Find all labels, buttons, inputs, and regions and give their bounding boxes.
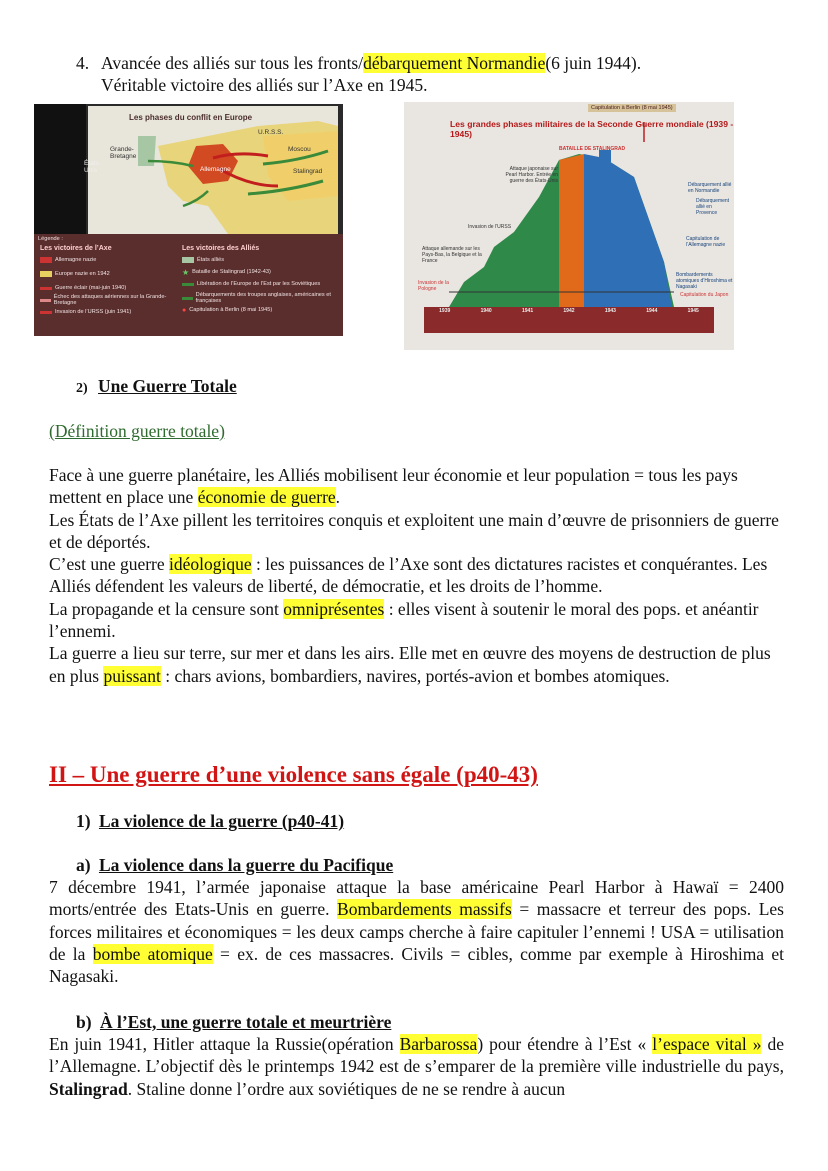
map-label-usa: États-Unis (84, 160, 101, 174)
legend-allies-item: Débarquements des troupes anglaises, américaines et françaises (195, 292, 331, 304)
paragraph-east: En juin 1941, Hitler attaque la Russie(opération Barbarossa) pour étendre à l’Est « l’espace vital » de l’Allemagne. L’objectif dès le printemps 1942 est de s’emparer de la première ville industrielle du pays, Stalingrad. Staline donne l’ordre aux soviétiques de ne se rendre à aucun (49, 1034, 784, 1099)
highlight-ideologique: idéologique (169, 554, 252, 575)
legend-axis-item: Invasion de l’URSS (juin 1941) (55, 309, 132, 315)
legend-title: Légende : (38, 236, 63, 242)
chart-year-axis (424, 308, 714, 314)
item4-text: Avancée des alliés sur tous les fronts/ (101, 53, 364, 73)
ann-capitulation: Capitulation de l’Allemagne nazie (686, 236, 726, 248)
highlight-bombe-atomique: bombe atomique (92, 943, 213, 964)
paragraph-economy: Face à une guerre planétaire, les Alliés mobilisent leur économie et leur population = tous les pays mettent en place une économie de guerre. (49, 465, 738, 508)
section-title: Une Guerre Totale (98, 376, 237, 396)
section-number: 2) (76, 381, 88, 396)
subsection-heading (76, 810, 344, 832)
item4-date: (6 juin 1944). (545, 53, 642, 73)
year-tick: 1940 (480, 308, 492, 314)
section-heading (76, 375, 237, 400)
subsection-a-label: a) (76, 855, 91, 875)
item4-line2: Véritable victoire des alliés sur l’Axe en 1945. (101, 75, 428, 95)
definition-link: (Définition guerre totale) (49, 421, 225, 441)
war-phases-chart-photo (404, 102, 734, 350)
legend-allies-item: Libération de l’Europe de l’Est par les Soviétiques (197, 281, 321, 287)
paragraph-ideology: C’est une guerre idéologique : les puissances de l’Axe sont des dictatures racistes et conquérantes. Les Alliés défendent les valeurs de liberté, de démocratie, et les droits de l’homme. (49, 554, 768, 597)
highlight-bombardements: Bombardements massifs (337, 899, 512, 920)
paragraph-destruction: La guerre a lieu sur terre, sur mer et dans les airs. Elle met en œuvre des moyens de destruction de plus en plus puissant : chars avions, bombardiers, navires, portés-avion et bombes atomiques. (49, 643, 771, 686)
ann-normandie: Débarquement allié en Normandie (688, 182, 732, 194)
ann-bombardements: Bombardements atomiques d’Hiroshima et Nagasaki (676, 272, 733, 290)
legend-allies-item: Bataille de Stalingrad (1942-43) (192, 269, 271, 275)
ann-pearl: Attaque japonaise sur Pearl Harbor. Entrée en guerre des États-Unis (505, 166, 558, 184)
legend-allies-item: Capitulation à Berlin (8 mai 1945) (189, 307, 273, 313)
ann-stalingrad: BATAILLE DE STALINGRAD (559, 146, 626, 152)
map-label-urss: U.R.S.S. (258, 129, 284, 136)
year-tick: 1939 (439, 308, 451, 314)
paragraph-propaganda: La propagande et la censure sont omniprésentes : elles visent à soutenir le moral des pops. et anéantir l’ennemi. (49, 598, 759, 642)
highlight-economie: économie de guerre (197, 487, 336, 508)
subsection-number: 1) (76, 811, 91, 831)
subsection-title: La violence de la guerre (p40-41) (98, 811, 345, 831)
highlight-puissant: puissant (103, 665, 161, 686)
list-item-4 (76, 52, 816, 74)
map-label-stalingrad: Stalingrad (293, 168, 323, 175)
subsection-b-heading (76, 1011, 391, 1033)
highlight-barbarossa: Barbarossa (399, 1034, 478, 1054)
legend-axis-item: Allemagne nazie (55, 257, 97, 263)
year-tick: 1941 (521, 308, 534, 314)
year-tick: 1945 (687, 308, 699, 314)
map-title: Les phases du conflit en Europe (129, 113, 253, 122)
legend-allies-head: Les victoires des Alliés (182, 245, 260, 252)
list-number: 4. (76, 53, 90, 73)
subsection-b-label: b) (76, 1012, 92, 1032)
subsection-a-title: La violence dans la guerre du Pacifique (98, 855, 394, 875)
ann-pays-bas: Attaque allemande sur les Pays-Bas, la Belgique et la France (422, 246, 482, 264)
legend-axis-item: Échec des attaques aériennes sur la Grande-Bretagne (53, 294, 167, 306)
map-label-moscow: Moscou (288, 146, 311, 153)
highlight-omnipresentes: omniprésentes (283, 598, 385, 619)
map-label-germany: Allemagne (200, 166, 231, 173)
year-tick: 1943 (604, 308, 616, 314)
map-legend: Légende : Les victoires de l’Axe Les victoires des Alliés Allemagne nazie Europe nazie en 1942 Guerre éclair (mai-juin 1940) Échec des attaques aériennes sur la Grande-Bretagne Invasion de l’URSS (juin 1941) États alliés ★ Bataille de Stalingrad (1942-43) Libération de l’Europe de l’Est par les Soviétiques Débarquements des troupes anglaises, américaines et françaises ● Capitulation à Berlin (8 mai 1945) (34, 234, 343, 336)
legend-axis-head: Les victoires de l’Axe (40, 245, 112, 252)
paragraph-axis: Les États de l’Axe pillent les territoires conquis et exploitent une main d’œuvre de prisonniers de guerre et de déportés. (49, 509, 779, 552)
ann-urss: Invasion de l’URSS (468, 224, 512, 230)
europe-map-photo (34, 104, 343, 336)
year-tick: 1944 (646, 308, 658, 314)
stalingrad-bold: Stalingrad (49, 1078, 128, 1099)
legend-axis-item: Guerre éclair (mai-juin 1940) (55, 285, 127, 291)
chart-top-label: Capitulation à Berlin (8 mai 1945) (588, 104, 676, 112)
europe-map (84, 106, 338, 234)
ann-japon: Capitulation du Japon (680, 292, 729, 298)
highlight-espace-vital: l’espace vital » (652, 1034, 762, 1054)
ann-pologne: Invasion de la Pologne (418, 280, 449, 292)
subsection-b-title: À l’Est, une guerre totale et meurtrière (99, 1012, 392, 1032)
map-label-gb: Grande-Bretagne (110, 146, 137, 160)
chart-title: Les grandes phases militaires de la Seconde Guerre mondiale (1939 - 1945) (450, 119, 734, 139)
paragraph-block (49, 464, 784, 687)
highlight-debarquement: débarquement Normandie (363, 53, 546, 73)
legend-allies-item: États alliés (197, 257, 225, 263)
paragraph-pacific: 7 décembre 1941, l’armée japonaise attaque la base américaine Pearl Harbor à Hawaï = 2400 morts/entrée des Etats-Unis en guerre. Bombardements massifs = massacre et terreur des pops. Les forces militaires et économiques = les deux camps cherche à faire capituler l’ennemi ! USA = utilisation de la bombe atomique = ex. de ces massacres. Civils = cibles, comme par exemple à Hiroshima et Nagasaki. (49, 877, 784, 987)
ann-provence: Débarquement allié en Provence (696, 198, 730, 216)
legend-axis-item: Europe nazie en 1942 (55, 271, 110, 277)
year-tick: 1942 (563, 308, 575, 314)
subsection-a-heading (76, 854, 393, 876)
part2-title: II – Une guerre d’une violence sans égale (p40-43) (49, 762, 538, 787)
